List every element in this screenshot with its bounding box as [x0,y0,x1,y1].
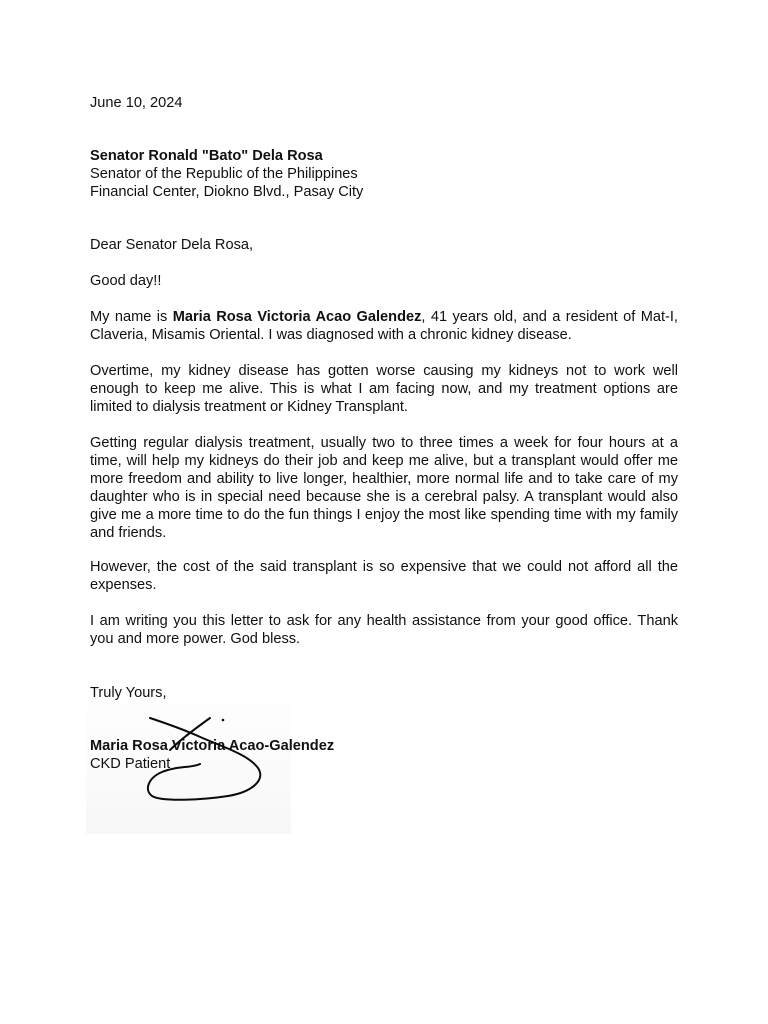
recipient-address: Financial Center, Diokno Blvd., Pasay City [90,184,364,200]
signatory-name: Maria Rosa Victoria Acao-Galendez [90,738,335,754]
greeting [90,272,678,290]
paragraph-text: Getting regular dialysis treatment, usually two to three times a week for four hours at a time, will help my kidneys do their job and keep me alive, but a transplant would offer me more freedom and ability to live longer, healthier, more normal life and to take care of my daughter who is in special need because she is a cerebral palsy. A transplant would also give me a more time to do the fun things I enjoy the most like spending time with my family and friends. [90,435,678,541]
intro-after: , 41 years old, and a resident of Mat-I, Claveria, Misamis Oriental. I was diagnosed with a chronic kidney disease. [90,309,678,343]
closing-text: Truly Yours, [90,685,167,701]
intro-name: Maria Rosa Victoria Acao Galendez [172,309,422,325]
signatory-role: CKD Patient [90,756,171,772]
date-text: June 10, 2024 [90,95,183,111]
intro-before: My name is [90,309,173,325]
paragraph-text: However, the cost of the said transplant is so expensive that we could not afford all the expenses. [90,559,678,593]
recipient-title: Senator of the Republic of the Philippines [90,166,358,182]
paragraph-text: Overtime, my kidney disease has gotten worse causing my kidneys not to work well enough to keep me alive. This is what I am facing now, and my treatment options are limited to dialysis treatment or Kidney Transplant. [90,363,678,415]
letter-date [90,94,678,112]
body-paragraph-4 [90,612,678,648]
greeting-text: Good day!! [90,273,162,289]
paragraph-text: I am writing you this letter to ask for any health assistance from your good office. Thank you and more power. God bless. [90,613,678,647]
recipient-block [90,147,678,201]
handwritten-signature [140,712,270,806]
body-paragraph-2 [90,434,678,542]
intro-text [90,308,678,344]
salutation-text: Dear Senator Dela Rosa, [90,237,254,253]
recipient-name: Senator Ronald "Bato" Dela Rosa [90,148,323,164]
intro-paragraph [90,308,678,344]
body-paragraph-1 [90,362,678,416]
salutation [90,236,678,254]
body-paragraph-3 [90,558,678,594]
closing [90,684,678,702]
